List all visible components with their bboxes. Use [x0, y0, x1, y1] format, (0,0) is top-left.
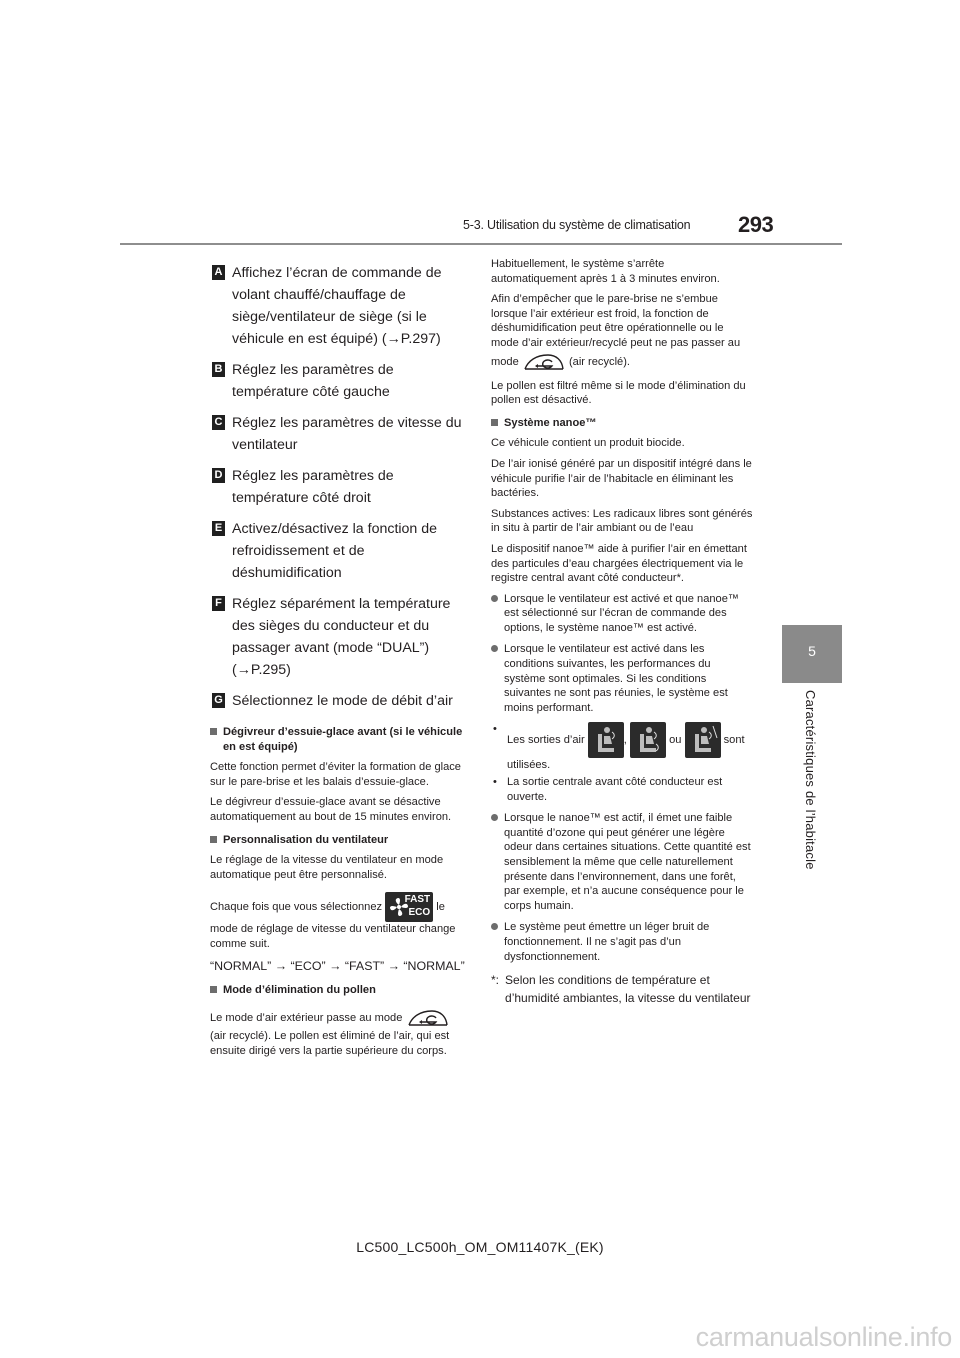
- paragraph: [210, 1007, 468, 1058]
- legend-item-c: [212, 412, 468, 456]
- bullet-item: [491, 811, 753, 913]
- page-number: 293: [738, 212, 774, 237]
- dash-marker: •: [493, 776, 497, 789]
- chapter-tab: 5: [782, 625, 842, 683]
- paragraph: Le dégivreur d’essuie-glace avant se désactive automatiquement au bout de 15 minutes environ.: [210, 796, 452, 823]
- text-span: (air recyclé).: [568, 355, 630, 368]
- subheading-pollen: [210, 983, 468, 998]
- dash-item: [491, 775, 753, 804]
- legend-text: Sélectionnez le mode de débit d’air: [232, 693, 453, 709]
- seat-vent-upper-lower-icon: [630, 722, 666, 758]
- round-bullet-icon: [491, 923, 498, 930]
- chapter-title: Caractéristiques de l’habitacle: [803, 690, 818, 870]
- square-bullet-icon: [210, 836, 217, 843]
- text-span: Chaque fois que vous sélectionnez: [210, 901, 383, 914]
- legend-text: Réglez les paramètres de température côté droit: [232, 468, 394, 506]
- paragraph: De l’air ionisé généré par un dispositif intégré dans le véhicule purifie l’air de l’habitacle en éliminant les bactéries.: [491, 457, 752, 500]
- paragraph: Le pollen est filtré même si le mode d’élimination du pollen est désactivé.: [491, 379, 746, 407]
- bullet-item: [491, 642, 753, 715]
- bullet-text: Le système peut émettre un léger bruit de fonctionnement. Il ne s’agit pas d’un dysfonctionnement.: [504, 921, 710, 963]
- manual-code: LC500_LC500h_OM_OM11407K_(EK): [356, 1239, 604, 1255]
- legend-item-d: [212, 465, 468, 509]
- eco-label: ECO: [408, 907, 431, 919]
- badge-b: B: [212, 362, 225, 377]
- seat-vent-upper-icon: [588, 722, 624, 758]
- subheading-fan: [210, 833, 468, 848]
- paragraph: Le réglage de la vitesse du ventilateur en mode automatique peut être personnalisé.: [210, 854, 444, 881]
- paragraph: Le dispositif nanoe™ aide à purifier l’air en émettant des particules d’eau chargées électriquement via le registre central avant côté conducteur*.: [491, 542, 747, 585]
- bullet-item: [491, 920, 753, 964]
- seat-vent-upper-windshield-icon: [685, 722, 721, 758]
- legend-item-f: [212, 593, 468, 681]
- legend-item-e: [212, 518, 468, 584]
- paragraph: Cette fonction permet d’éviter la formation de glace sur le pare-brise et les balais d’essuie-glace.: [210, 761, 461, 788]
- bullet-text: Lorsque le ventilateur est activé dans les conditions suivantes, les performances du système sont optimales. Si les conditions suivantes ne sont pas réunies, le système est moins performant.: [504, 643, 728, 714]
- badge-e: E: [212, 521, 225, 536]
- text-span: Afin d’empêcher que le pare-brise ne s’embue lorsque l’air extérieur est froid, la fonction de déshumidification peut être opérationnelle ou le mode d’air extérieur/recyclé peut ne pas passer au mode: [491, 293, 741, 368]
- legend-list: [212, 262, 468, 721]
- dash-text: La sortie centrale avant côté conducteur est ouverte.: [507, 776, 723, 803]
- footnote: [491, 971, 753, 1007]
- paragraph: Ce véhicule contient un produit biocide.: [491, 437, 685, 450]
- square-bullet-icon: [210, 986, 217, 993]
- watermark: carmanualsonline.info: [695, 1322, 952, 1352]
- fast-label: FAST: [404, 894, 431, 906]
- header-rule: [120, 243, 842, 245]
- subheading-text: Dégivreur d’essuie-glace avant (si le véhicule en est équipé): [223, 726, 463, 753]
- badge-a: A: [212, 265, 225, 280]
- dash-item: [491, 722, 753, 773]
- badge-f: F: [212, 596, 225, 611]
- dash-text: [507, 722, 753, 773]
- text-span: ,: [623, 734, 627, 747]
- round-bullet-icon: [491, 645, 498, 652]
- paragraph: [491, 292, 753, 372]
- right-column: [491, 257, 753, 1014]
- legend-text: Réglez les paramètres de vitesse du ventilateur: [232, 415, 462, 453]
- recirculation-icon: [406, 1007, 450, 1029]
- square-bullet-icon: [210, 728, 217, 735]
- text-span: le mode de réglage de vitesse du ventilateur change comme suit.: [210, 901, 456, 950]
- fan-fast-eco-icon: [385, 892, 433, 922]
- bullet-item: [491, 592, 753, 636]
- legend-text: Réglez séparément la température des sièges du conducteur et du passager avant (mode “DUAL”) (→P.295): [232, 596, 451, 678]
- badge-g: G: [212, 693, 225, 708]
- left-column: [210, 717, 468, 1064]
- subheading-wiper: [210, 725, 468, 754]
- subheading-nanoe: [491, 416, 753, 431]
- text-span: ou: [669, 734, 682, 747]
- badge-c: C: [212, 415, 225, 430]
- text-span: Les sorties d’air: [507, 734, 585, 747]
- text-span: Le mode d’air extérieur passe au mode: [210, 1012, 403, 1025]
- footnote-text: Selon les conditions de température et d’humidité ambiantes, la vitesse du ventilateur: [505, 973, 751, 1006]
- subheading-text: Mode d’élimination du pollen: [223, 983, 376, 996]
- section-title: 5-3. Utilisation du système de climatisation: [463, 218, 691, 232]
- text-span: (air recyclé). Le pollen est éliminé de l’air, qui est ensuite dirigé vers la partie supérieure du corps.: [210, 1030, 450, 1057]
- paragraph: “NORMAL” → “ECO” → “FAST” → “NORMAL”: [210, 958, 465, 973]
- legend-item-a: [212, 262, 468, 350]
- dash-marker: •: [493, 723, 497, 736]
- bullet-text: Lorsque le nanoe™ est actif, il émet une faible quantité d’ozone qui peut générer une légère odeur dans certaines situations. Cette quantité est sensiblement la même que celle naturellement présente dans l’environnement, dans une forêt, par exemple, et n’a aucune conséquence pour le corps humain.: [504, 812, 751, 912]
- paragraph: Habituellement, le système s’arrête automatiquement après 1 à 3 minutes environ.: [491, 258, 720, 285]
- paragraph: Substances actives: Les radicaux libres sont générés in situ à partir de l’air ambiant ou de l’eau: [491, 507, 753, 535]
- text-span: sont utilisées.: [507, 734, 745, 772]
- round-bullet-icon: [491, 595, 498, 602]
- badge-d: D: [212, 468, 225, 483]
- square-bullet-icon: [491, 419, 498, 426]
- legend-item-g: [212, 690, 468, 712]
- legend-text: Réglez les paramètres de température côté gauche: [232, 362, 394, 400]
- recirculation-icon: [522, 351, 566, 373]
- legend-text: Activez/désactivez la fonction de refroidissement et de déshumidification: [232, 521, 438, 581]
- round-bullet-icon: [491, 814, 498, 821]
- legend-item-b: [212, 359, 468, 403]
- legend-text: Affichez l’écran de commande de volant chauffé/chauffage de siège/ventilateur de siège (si le véhicule en est équipé) (→P.297): [232, 265, 442, 347]
- bullet-text: Lorsque le ventilateur est activé et que nanoe™ est sélectionné sur l’écran de commande des options, le système nanoe™ est activé.: [504, 592, 739, 634]
- paragraph: [210, 892, 468, 951]
- subheading-text: Système nanoe™: [504, 416, 597, 429]
- footnote-marker: *:: [491, 973, 500, 988]
- subheading-text: Personnalisation du ventilateur: [223, 833, 389, 846]
